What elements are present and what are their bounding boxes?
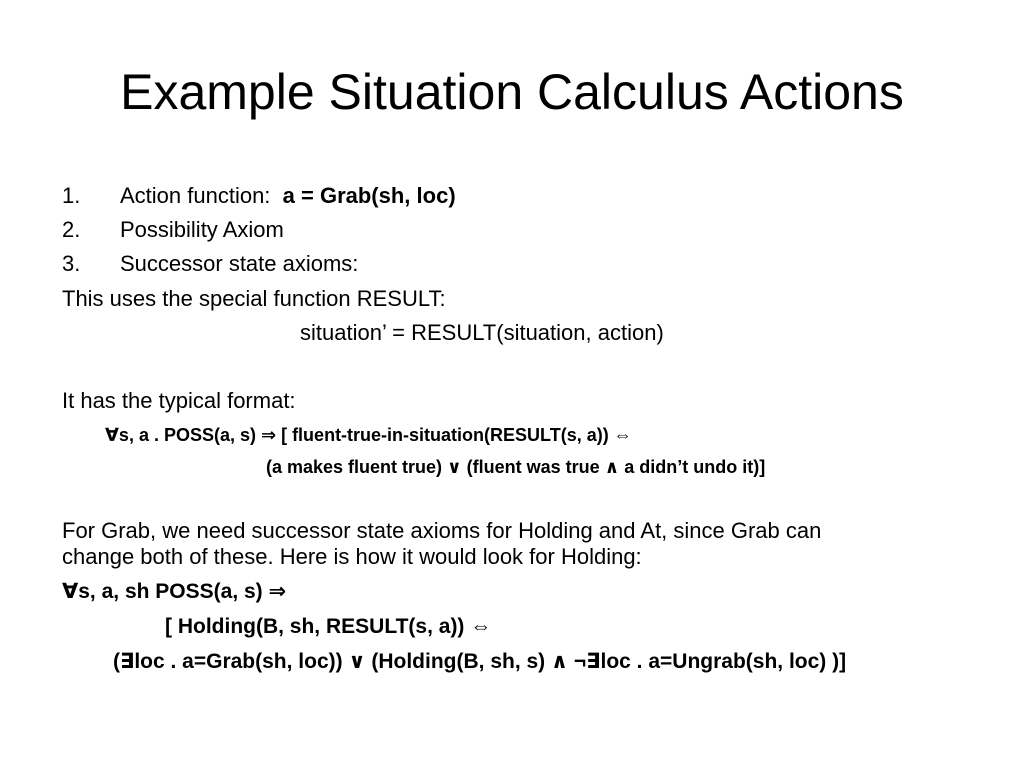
holding-axiom-line2: [ Holding(B, sh, RESULT(s, a)) ⇔	[165, 615, 492, 638]
list-number: 3.	[62, 251, 81, 276]
list-item-1	[62, 183, 456, 209]
holding-axiom-line3: (∃loc . a=Grab(sh, loc)) ∨ (Holding(B, sh, s) ∧ ¬∃loc . a=Ungrab(sh, loc) )]	[113, 650, 847, 673]
list-item-3	[62, 251, 358, 277]
typical-format-formula-line1: ∀s, a . POSS(a, s) ⇒ [ fluent-true-in-situation(RESULT(s, a)) ⇔	[105, 425, 632, 445]
holding-axiom-line1: ∀s, a, sh POSS(a, s) ⇒	[62, 580, 287, 603]
result-intro: This uses the special function RESULT:	[62, 286, 446, 311]
result-formula: situation’ = RESULT(situation, action)	[300, 320, 664, 345]
slide-title: Example Situation Calculus Actions	[120, 64, 904, 120]
grab-paragraph-line2: change both of these. Here is how it would look for Holding:	[62, 544, 642, 569]
action-function-formula: a = Grab(sh, loc)	[282, 183, 456, 208]
typical-format-intro: It has the typical format:	[62, 388, 296, 413]
list-item-text: Successor state axioms:	[120, 251, 359, 276]
grab-paragraph-line1: For Grab, we need successor state axioms for Holding and At, since Grab can	[62, 518, 822, 543]
list-number: 2.	[62, 217, 81, 242]
list-item-text: Action function:	[120, 183, 283, 208]
list-item-text: Possibility Axiom	[120, 217, 284, 242]
list-number: 1.	[62, 183, 81, 208]
list-item-2	[62, 217, 284, 243]
typical-format-formula-line2: (a makes fluent true) ∨ (fluent was true ∧ a didn’t undo it)]	[266, 457, 766, 477]
